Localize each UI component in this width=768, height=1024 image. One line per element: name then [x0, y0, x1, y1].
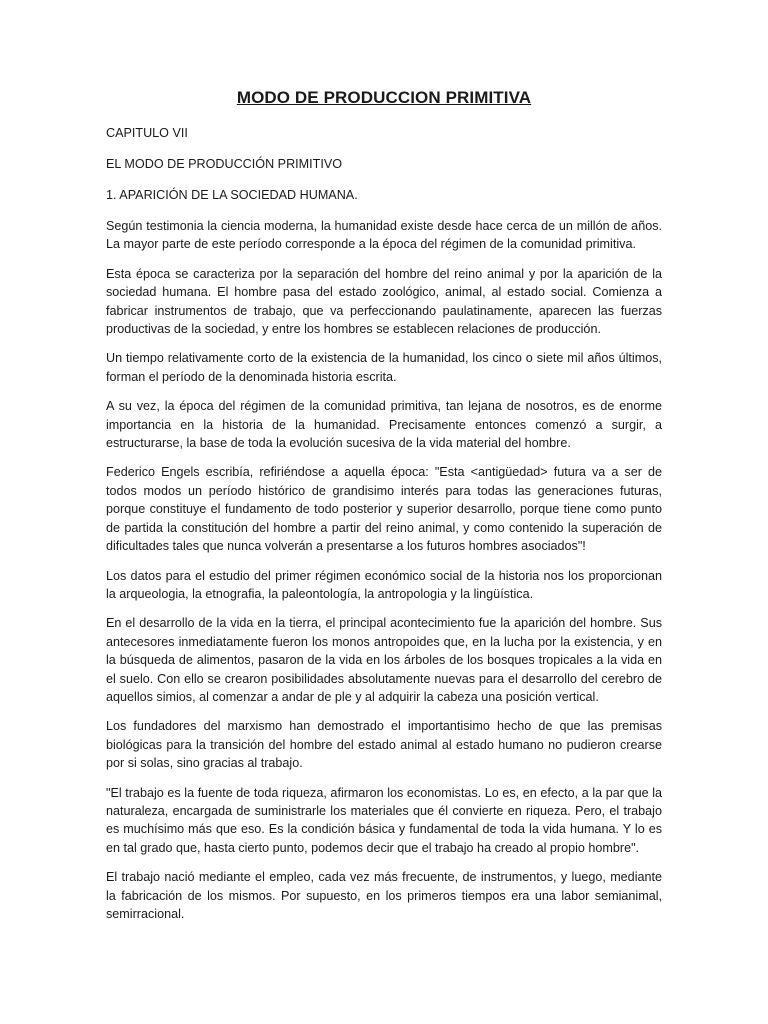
paragraph: Un tiempo relativamente corto de la existencia de la humanidad, los cinco o siete mil años últimos, forman el período de la denominada historia escrita.	[106, 351, 662, 384]
paragraph: Los fundadores del marxismo han demostrado el importantisimo hecho de que las premisas biológicas para la transición del hombre del estado animal al estado humano no pudieron crearse por si solas, sino gracias al trabajo.	[106, 719, 662, 771]
chapter-number: CAPITULO VII	[106, 126, 188, 140]
paragraph: A su vez, la época del régimen de la comunidad primitiva, tan lejana de nosotros, es de enorme importancia en la historia de la humanidad. Precisamente entonces comenzó a surgir, a estructurarse, la base de toda la evolución sucesiva de la vida material del hombre.	[106, 399, 662, 451]
paragraph: Los datos para el estudio del primer régimen económico social de la historia nos los proporcionan la arqueologia, la etnografia, la paleontología, la antropologia y la lingüística.	[106, 568, 662, 601]
section-heading: 1. APARICIÓN DE LA SOCIEDAD HUMANA.	[106, 188, 358, 202]
document-page	[106, 88, 662, 934]
document-title: MODO DE PRODUCCION PRIMITIVA	[236, 88, 532, 107]
chapter-title: EL MODO DE PRODUCCIÓN PRIMITIVO	[106, 157, 343, 171]
paragraph: En el desarrollo de la vida en la tierra, el principal acontecimiento fue la aparición del hombre. Sus antecesores inmediatamente fueron los monos antropoides que, en la lucha por la existencia, y en la búsqueda de alimentos, pasaron de la vida en los árboles de los bosques tropicales a la vida en el suelo. Con ello se crearon posibilidades absolutamente nuevas para el desarrollo del cerebro de aquellos simios, al comenzar a andar de ple y al adquirir la cabeza una posición vertical.	[106, 616, 662, 704]
paragraph: Esta época se caracteriza por la separación del hombre del reino animal y por la aparición de la sociedad humana. El hombre pasa del estado zoológico, animal, al estado social. Comienza a fabricar instrumentos de trabajo, que va perfeccionando paulatinamente, aparecen las fuerzas productivas de la sociedad, y entre los hombres se establecen relaciones de producción.	[106, 266, 662, 337]
paragraph: Según testimonia la ciencia moderna, la humanidad existe desde hace cerca de un millón de años. La mayor parte de este período corresponde a la época del régimen de la comunidad primitiva.	[106, 219, 662, 252]
paragraph: "El trabajo es la fuente de toda riqueza, afirmaron los economistas. Lo es, en efecto, a la par que la naturaleza, encargada de suministrarle los materiales que él convierte en riqueza. Pero, el trabajo es muchísimo más que eso. Es la condición básica y fundamental de toda la vida humana. Y lo es en tal grado que, hasta cierto punto, podemos decir que el trabajo ha creado al propio hombre".	[106, 785, 662, 855]
paragraph: El trabajo nació mediante el empleo, cada vez más frecuente, de instrumentos, y luego, mediante la fabricación de los mismos. Por supuesto, en los primeros tiempos era una labor semianimal, semirracional.	[106, 870, 662, 921]
paragraph: Federico Engels escribía, refiriéndose a aquella época: "Esta <antigüedad> futura va a ser de todos modos un período histórico de grandisimo interés para todas las generaciones futuras, porque constituye el fundamento de todo posterior y superior desarrollo, porque tiene como punto de partida la constitución del hombre a partir del reino animal, y como contenido la superación de dificultades tales que nunca volverán a presentarse a los futuros hombres asociados"!	[106, 465, 662, 554]
